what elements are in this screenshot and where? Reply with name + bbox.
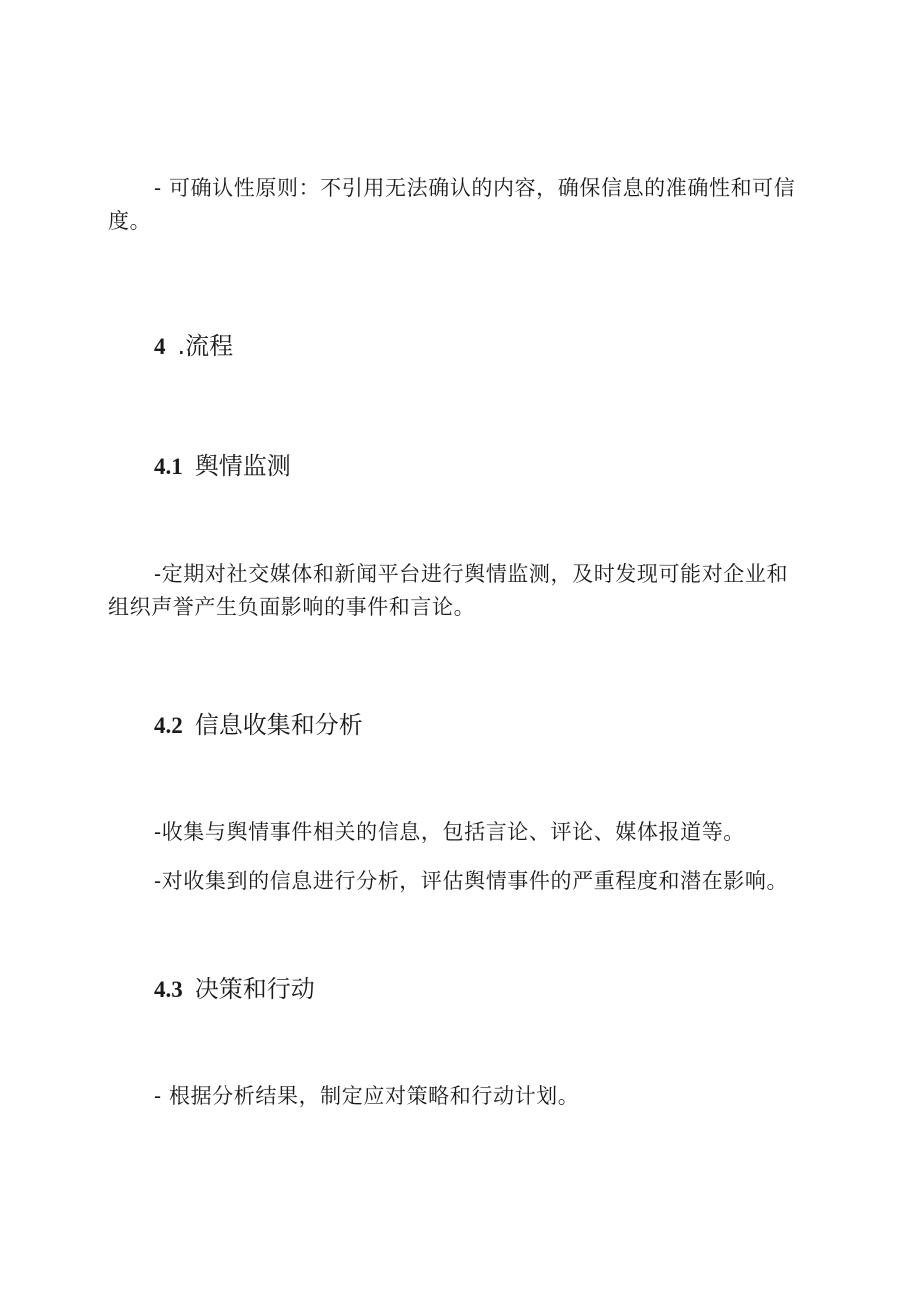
section-heading-4-3 [154, 974, 315, 1005]
section-number: 4 [154, 334, 166, 359]
section-number: 4.2 [154, 713, 183, 738]
section-number: 4.1 [154, 454, 183, 479]
decision-item: - 根据分析结果，制定应对策略和行动计划。 [154, 1084, 580, 1108]
section-heading-4-1 [154, 451, 291, 482]
principle-paragraph: - 可确认性原则：不引用无法确认的内容，确保信息的准确性和可信度。 [108, 176, 796, 233]
section-title: 决策和行动 [194, 975, 315, 1003]
section-number: 4.3 [154, 977, 183, 1002]
analysis-item: -对收集到的信息进行分析，评估舆情事件的严重程度和潜在影响。 [154, 869, 789, 893]
section-title: 信息收集和分析 [194, 711, 363, 739]
section-title: .流程 [177, 332, 234, 360]
section-heading-4-2 [154, 710, 363, 741]
section-title: 舆情监测 [194, 452, 291, 480]
collection-item: -收集与舆情事件相关的信息，包括言论、评论、媒体报道等。 [154, 820, 745, 844]
monitoring-paragraph: -定期对社交媒体和新闻平台进行舆情监测，及时发现可能对企业和组织声誉产生负面影响的事件和言论。 [108, 562, 789, 619]
section-heading-4 [154, 331, 233, 362]
